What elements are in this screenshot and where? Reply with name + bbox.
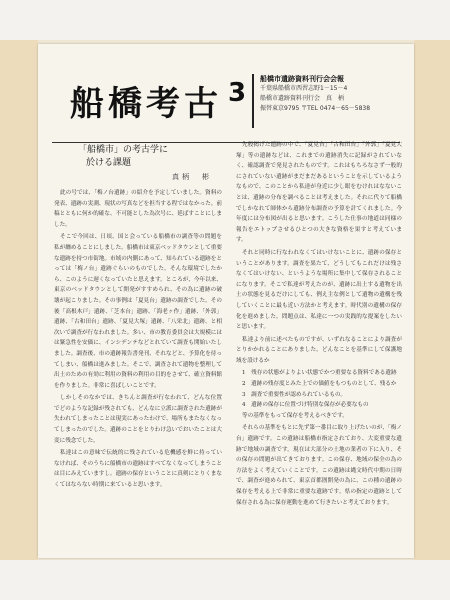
- paragraph: 先般掲げた遺跡の中で、「夏見台」「古和田台」「外郭」「夏見大塚」等の遺跡などは、これまでの遺跡消失に記録がされていなく、確認調査で発見されたものです。これはもちろなさず一般的にされていない遺跡がまだまだあるということを示しているようなもので、このことから私達が身近に少し眼をむけれはなないことは、遺跡の分布を調べることは考えました。それに代りて船橋でしかなれて師体から遺跡分布調査の予算を計てくれました。今年度には分布図が出ると思います。こうした仕事の地道は同様の報告をエトップさせるひとつの大きな資格を果すと考えています。: [236, 142, 402, 244]
- criteria-item: 3 調査で重要性が認められているもの。: [242, 391, 347, 398]
- publisher-name: 船橋市遺跡資料刊行会会報: [260, 75, 344, 83]
- paragraph: 等の基準をもって保存を考えるべきです。: [242, 412, 348, 419]
- publisher-contact: 振替東京9795 〒TEL 0474－65－5838: [260, 105, 371, 112]
- paragraph: 私達はこの意味で伝統的に残されている危機感を鮮に持っていなければ、そのうちに船橋市の遺跡はすべてなくなってしまうことは目にみえていますし。遺跡の保存ということに真剣にとりくまなくてはならない時期に来ていると思います。: [54, 450, 222, 489]
- publisher-info: [252, 74, 410, 128]
- paragraph: しかしそのなかでは、きちんと調査が行なわれて、どんな位置でどのような記録が残されても、どんなに立派に調査された遺跡が失われてしまったことは現実にあったわけで、場所もまたなくなってしまったのでした。遺跡のことをとりわけ急いでおいたことは大変に残念でした。: [54, 395, 222, 444]
- wood-surface-right: [414, 40, 450, 560]
- article-title-line-2: 於ける課題: [86, 158, 132, 168]
- masthead: [52, 76, 400, 136]
- criteria-item: 2 遺跡の残存度とみた上での価値をもつものとして、残るか: [242, 381, 397, 388]
- paragraph: それと同時に行なわれなくてはいけないことに、遺跡の保存ということがあります。調査を果たて、どうしてもこれだけは残さなくてはいけない、というような場所に集中して保存されることになります。そこで私達が考えたのが、遺跡に出土する遺物を出土の状態を見るだけにしても、例え主な例として遺物の遺構を残していくことに最も近い方法かと考えます。時代別の遺構の保存化を進めました。問題点は、私達に一つの実践的な提案をしたいと思います。: [236, 249, 402, 331]
- publisher-address: 千葉県船橋市西習志野1－15－4: [260, 85, 348, 92]
- wood-surface-left: [0, 40, 38, 560]
- newsletter-title: 船橋考古: [70, 84, 222, 124]
- article-title: [78, 144, 222, 170]
- article-author: 真柄 彬: [172, 173, 212, 181]
- paragraph: 私達より前に述べたものですが、いずれなることにより調査がとりかかれることにありました。どんなことを基準にして保護地域を設けるか: [236, 336, 402, 364]
- criteria-item: 4 遺跡の保存に位置づけ特別な保存が必要なもの: [242, 402, 369, 409]
- left-column: [54, 140, 222, 550]
- right-column: [236, 140, 402, 550]
- article-title-line-1: 「船橋市」の考古学に: [78, 145, 169, 155]
- paragraph: そこで今回は、日頃、国と会っている船橋市の調査等の問題を私が纏めることにしました。船橋市は東京ベッドタウンとして重要な遺跡を持つ市街地。市域の内側にあって、知られている遺跡をとっては「梅ノ台」遺跡ぐらいのものでした。そんな環境でしたから、このように遅くなっていたと思えます。ところが、今年以来、東京のベッドタウンとして開発がすすめられ、その為に遺跡の破壊が起こりました。その事例は「夏見台」遺跡の調査でした。その後「高根木戸」遺跡、「芝本台」遺跡、「海老ヶ作」遺跡、「外郭」遺跡、「古和田台」遺跡、「夏見大塚」遺跡、「八栄北」遺跡、と相次いで調査が行なわれました。多い、市の教育委員会は大規模にはは緊急性を安価に、インシデンテなどとれていて調査も開始いたしました。調査後、市の遺跡報告書発刊、それなどと、予算化を待ってしまい、船橋は進みました。そこで、調査されて遺物を整理して出土のための有効に利用の資料の利用の目的をさせて、確立資料館を作りました。非常に喜ばしいことです。: [54, 234, 222, 389]
- criteria-item: 1 残存の状態がよりよい状態でかつ重要なる資料である遺跡: [242, 370, 397, 377]
- paragraph: それらの基準をもとに先ず第一番目に取り上げたいのが、「梅ノ台」遺跡です。この遺跡は船橋市指定されており、大変重要な遺跡で地域の調査です。現在は大部分の土地の業者の下に入り、その保存の問題が出てきております。この保存、地域の保全の為の方法をよく考えていくことです。この遺跡は縄文時代中期の日時で、調査が進められて、東京首都圏開発の為に、この種の遺跡の保存を考える上で非常に重要な遺跡です。県の指定の遺跡として保存される為に保存運動を進めて行きたいと考えております。: [236, 425, 402, 506]
- issue-number: 3: [228, 78, 247, 108]
- document-page: [38, 44, 414, 558]
- paragraph: 此の号では、「梅ノ台遺跡」の紹介を予定していました。資料の発表、遺跡の実測、現状の写真などを担当する程ではなかった。前稿とともに何か的確な、不可能とした為次号に、延ばすことにしました。: [54, 190, 222, 228]
- publisher-org: 船橋市遺跡資料刊行会 真 柄: [260, 95, 345, 102]
